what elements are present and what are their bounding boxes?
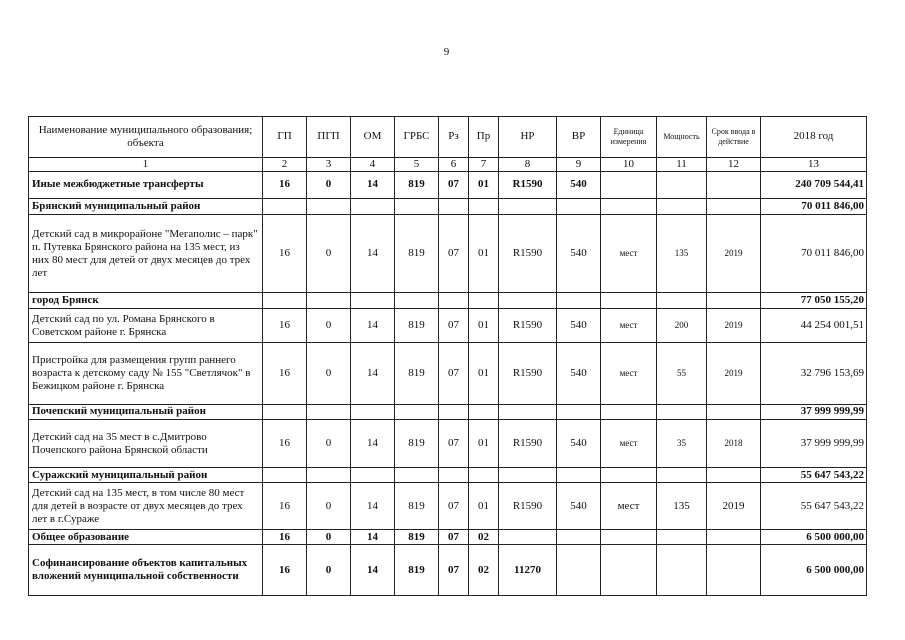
cell-term [707,404,761,419]
cell-unit: мест [601,215,657,293]
table-row [29,404,867,419]
cell-power [657,293,707,309]
row-name: Почепский муниципальный район [29,404,263,419]
cell-vr: 540 [557,483,601,530]
cell-gp: 16 [263,309,307,342]
row-name: Детский сад на 135 мест, в том числе 80 мест для детей в возрасте от двух месяцев до трех лет в г.Сураже [29,483,263,530]
cell-grbs: 819 [395,530,439,545]
cell-term: 2019 [707,342,761,404]
cell-grbs: 819 [395,419,439,468]
cell-gp [263,404,307,419]
cell-vr [557,468,601,483]
cell-power: 35 [657,419,707,468]
cell-om [351,293,395,309]
column-number: 9 [557,157,601,171]
row-name: Иные межбюджетные трансферты [29,171,263,198]
cell-power: 135 [657,215,707,293]
column-number: 7 [469,157,499,171]
cell-amount: 55 647 543,22 [761,468,867,483]
cell-grbs: 819 [395,483,439,530]
cell-gp: 16 [263,215,307,293]
cell-term: 2019 [707,215,761,293]
table-row [29,171,867,198]
cell-pgp: 0 [307,419,351,468]
column-number: 8 [499,157,557,171]
cell-pr [469,404,499,419]
cell-vr [557,199,601,215]
cell-pr [469,468,499,483]
cell-rz [439,404,469,419]
cell-gp: 16 [263,171,307,198]
cell-nr: R1590 [499,171,557,198]
row-name: Детский сад по ул. Романа Брянского в Советском районе г. Брянска [29,309,263,342]
header-om: ОМ [351,117,395,158]
cell-nr [499,199,557,215]
table-row [29,530,867,545]
column-number: 6 [439,157,469,171]
cell-gp: 16 [263,545,307,596]
cell-term [707,293,761,309]
cell-pr: 01 [469,483,499,530]
cell-nr [499,404,557,419]
row-name: Брянский муниципальный район [29,199,263,215]
cell-grbs: 819 [395,342,439,404]
table-row [29,199,867,215]
header-year: 2018 год [761,117,867,158]
header-unit: Единица измерения [601,117,657,158]
cell-om [351,199,395,215]
cell-gp: 16 [263,530,307,545]
cell-nr [499,293,557,309]
cell-amount: 44 254 001,51 [761,309,867,342]
cell-unit [601,530,657,545]
cell-rz: 07 [439,215,469,293]
header-name: Наименование муниципального образования; объекта [29,117,263,158]
cell-amount: 6 500 000,00 [761,545,867,596]
column-number: 3 [307,157,351,171]
row-name: Общее образование [29,530,263,545]
cell-power [657,171,707,198]
cell-term: 2019 [707,309,761,342]
cell-vr [557,404,601,419]
cell-nr [499,530,557,545]
cell-grbs: 819 [395,171,439,198]
table-row [29,419,867,468]
cell-pgp [307,468,351,483]
cell-vr: 540 [557,419,601,468]
cell-nr: 11270 [499,545,557,596]
cell-term [707,199,761,215]
cell-vr: 540 [557,171,601,198]
cell-amount: 37 999 999,99 [761,419,867,468]
table-row [29,545,867,596]
cell-unit: мест [601,419,657,468]
cell-vr [557,530,601,545]
cell-nr: R1590 [499,419,557,468]
cell-power [657,199,707,215]
cell-term [707,171,761,198]
cell-vr: 540 [557,309,601,342]
cell-term [707,468,761,483]
cell-power: 55 [657,342,707,404]
cell-pr: 01 [469,309,499,342]
cell-om: 14 [351,342,395,404]
cell-gp: 16 [263,419,307,468]
cell-unit [601,293,657,309]
column-number: 10 [601,157,657,171]
cell-amount: 240 709 544,41 [761,171,867,198]
cell-amount: 6 500 000,00 [761,530,867,545]
cell-nr: R1590 [499,309,557,342]
cell-om: 14 [351,545,395,596]
row-name: Детский сад в микрорайоне "Мегаполис – парк" п. Путевка Брянского района на 135 мест, из них 80 мест для детей от двух месяцев до трех лет [29,215,263,293]
cell-om: 14 [351,215,395,293]
cell-vr: 540 [557,342,601,404]
cell-pgp: 0 [307,309,351,342]
cell-rz [439,293,469,309]
header-gp: ГП [263,117,307,158]
cell-rz: 07 [439,483,469,530]
cell-pr [469,199,499,215]
cell-rz [439,468,469,483]
cell-om: 14 [351,483,395,530]
cell-rz [439,199,469,215]
cell-om: 14 [351,530,395,545]
cell-unit [601,468,657,483]
cell-pgp: 0 [307,530,351,545]
cell-rz: 07 [439,342,469,404]
cell-pgp [307,404,351,419]
cell-om [351,404,395,419]
table-row [29,309,867,342]
cell-unit [601,171,657,198]
cell-om: 14 [351,309,395,342]
cell-pr: 01 [469,419,499,468]
row-name: Детский сад на 35 мест в с.Дмитрово Почепского района Брянской области [29,419,263,468]
cell-nr [499,468,557,483]
column-number: 13 [761,157,867,171]
header-grbs: ГРБС [395,117,439,158]
cell-amount: 70 011 846,00 [761,215,867,293]
cell-unit: мест [601,309,657,342]
table-row [29,468,867,483]
row-name: Пристройка для размещения групп раннего возраста к детскому саду № 155 "Светлячок" в Бежицком районе г. Брянска [29,342,263,404]
row-name: Суражский муниципальный район [29,468,263,483]
cell-pr: 01 [469,171,499,198]
cell-grbs: 819 [395,545,439,596]
budget-table [28,116,867,596]
cell-rz: 07 [439,171,469,198]
cell-gp [263,293,307,309]
cell-gp [263,199,307,215]
header-pr: Пр [469,117,499,158]
cell-pgp: 0 [307,483,351,530]
cell-power: 200 [657,309,707,342]
cell-power [657,530,707,545]
cell-term: 2019 [707,483,761,530]
cell-pr: 02 [469,545,499,596]
table-row [29,342,867,404]
cell-unit: мест [601,342,657,404]
cell-rz: 07 [439,309,469,342]
header-vr: ВР [557,117,601,158]
cell-rz: 07 [439,530,469,545]
cell-om [351,468,395,483]
cell-vr: 540 [557,215,601,293]
cell-power [657,404,707,419]
cell-gp [263,468,307,483]
column-number: 5 [395,157,439,171]
column-number-row [29,157,867,171]
cell-gp: 16 [263,483,307,530]
cell-grbs [395,293,439,309]
cell-amount: 55 647 543,22 [761,483,867,530]
column-number: 12 [707,157,761,171]
column-number: 4 [351,157,395,171]
header-term: Срок ввода в действие [707,117,761,158]
column-number: 11 [657,157,707,171]
cell-grbs [395,199,439,215]
table-row [29,215,867,293]
table-header-row [29,117,867,158]
cell-rz: 07 [439,545,469,596]
cell-unit: мест [601,483,657,530]
cell-power: 135 [657,483,707,530]
cell-pr [469,293,499,309]
cell-amount: 77 050 155,20 [761,293,867,309]
cell-pr: 01 [469,342,499,404]
table-row [29,293,867,309]
header-power: Мощность [657,117,707,158]
header-pgp: ПГП [307,117,351,158]
cell-nr: R1590 [499,483,557,530]
header-nr: НР [499,117,557,158]
cell-power [657,545,707,596]
row-name: Софинансирование объектов капитальных вложений муниципальной собственности [29,545,263,596]
cell-grbs: 819 [395,309,439,342]
cell-unit [601,545,657,596]
cell-amount: 70 011 846,00 [761,199,867,215]
cell-nr: R1590 [499,215,557,293]
cell-term [707,545,761,596]
cell-pgp [307,293,351,309]
cell-om: 14 [351,171,395,198]
cell-grbs: 819 [395,215,439,293]
cell-amount: 32 796 153,69 [761,342,867,404]
cell-pgp [307,199,351,215]
header-rz: Рз [439,117,469,158]
page-number: 9 [443,46,450,58]
cell-vr [557,293,601,309]
cell-rz: 07 [439,419,469,468]
cell-vr [557,545,601,596]
cell-unit [601,404,657,419]
cell-grbs [395,404,439,419]
cell-term [707,530,761,545]
cell-amount: 37 999 999,99 [761,404,867,419]
cell-pgp: 0 [307,342,351,404]
cell-pgp: 0 [307,171,351,198]
cell-power [657,468,707,483]
row-name: город Брянск [29,293,263,309]
cell-term: 2018 [707,419,761,468]
column-number: 1 [29,157,263,171]
cell-unit [601,199,657,215]
cell-pr: 01 [469,215,499,293]
column-number: 2 [263,157,307,171]
table-row [29,483,867,530]
cell-pgp: 0 [307,215,351,293]
cell-pgp: 0 [307,545,351,596]
cell-grbs [395,468,439,483]
cell-gp: 16 [263,342,307,404]
cell-om: 14 [351,419,395,468]
cell-pr: 02 [469,530,499,545]
cell-nr: R1590 [499,342,557,404]
